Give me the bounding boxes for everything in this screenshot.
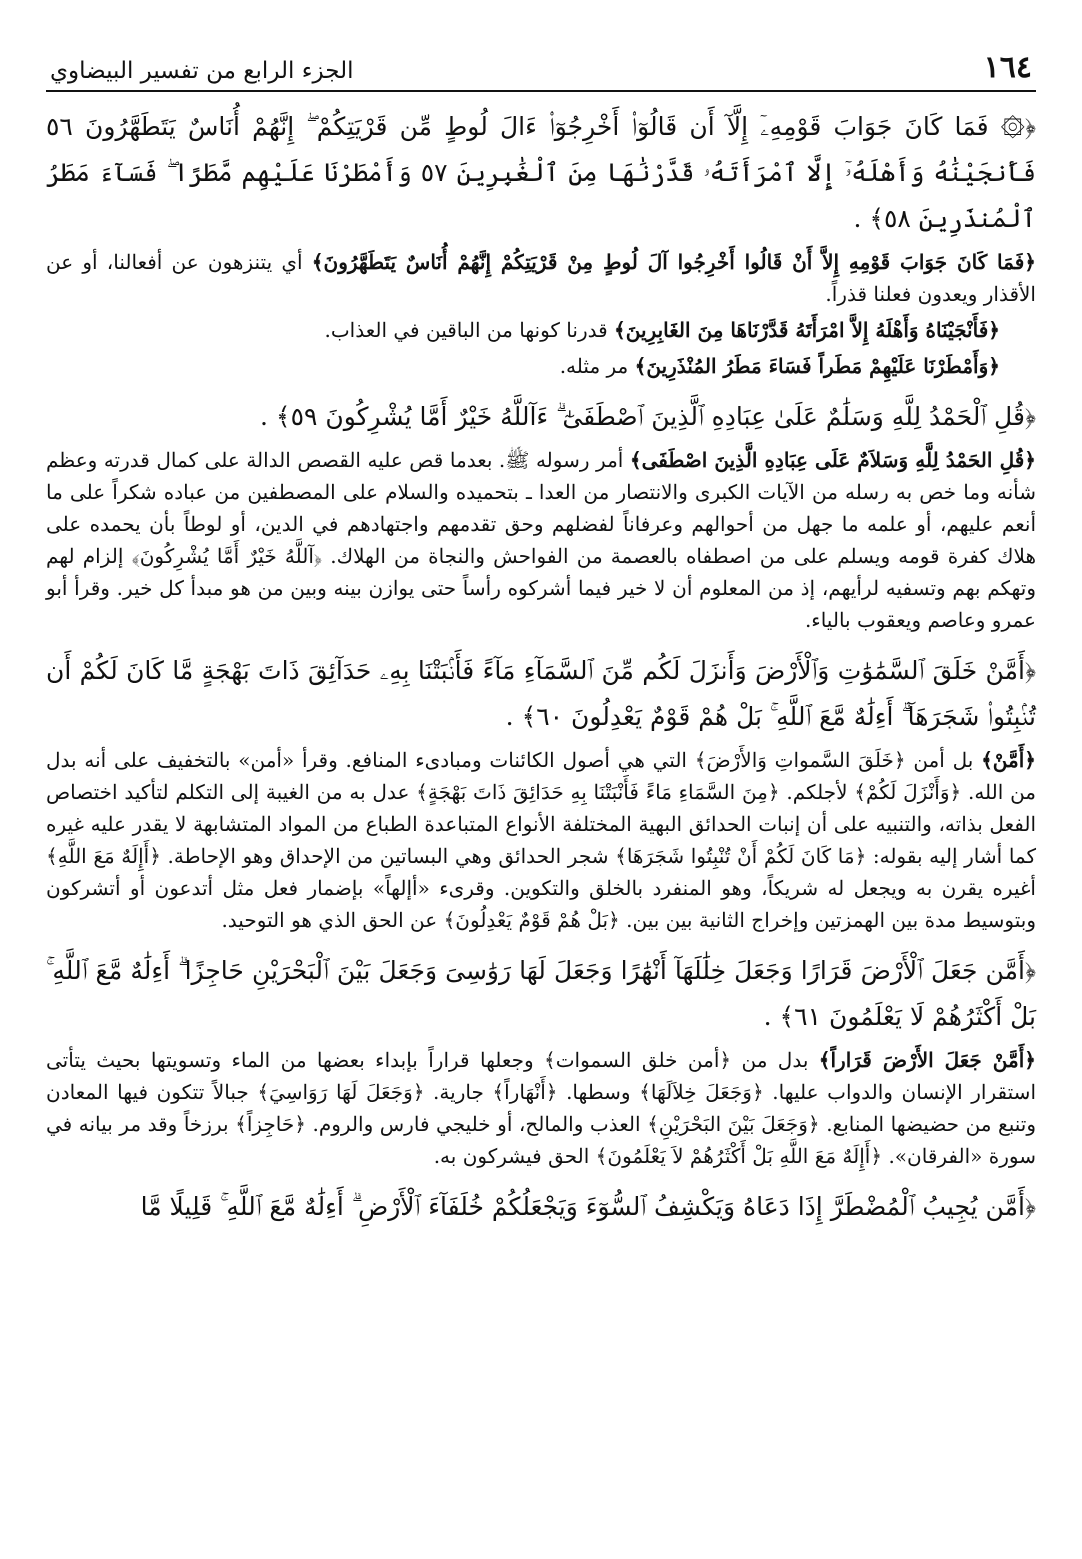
commentary-61	[46, 1044, 1036, 1172]
quoted-verse: ﴿فَمَا كَانَ جَوَابَ قَوْمِهِ إِلاَّ أَنْ قَالُوا أَخْرِجُوا آلَ لُوطٍ مِنْ قَرْيَتِكُمْ إِنَّهُمْ أُنَاسٌ يَتَطَهَّرُونَ﴾	[311, 250, 1036, 274]
commentary-60	[46, 744, 1036, 936]
quran-verse-61: ﴿أَمَّن جَعَلَ ٱلْأَرْضَ قَرَارًا وَجَعَلَ خِلَٰلَهَآ أَنْهَٰرًا وَجَعَلَ لَهَا رَوَٰسِىَ وَجَعَلَ بَيْنَ ٱلْبَحْرَيْنِ حَاجِزًا ۗ أَءِلَٰهٌ مَّعَ ٱللَّهِ ۚ بَلْ أَكْثَرُهُمْ لَا يَعْلَمُونَ ٦١﴾ .	[46, 956, 1036, 1031]
commentary-57	[46, 314, 1036, 346]
quoted-verse: ﴿وَأَمْطَرْنَا عَلَيْهِمْ مَطَراً فَسَاءَ مَطَرُ المُنْذَرِينَ﴾	[634, 354, 1000, 378]
commentary-text: أي يتنزهون عن أفعالنا، أو عن الأقذار ويعدون فعلنا قذراً.	[46, 250, 1036, 306]
quran-verse-60: ﴿أَمَّنْ خَلَقَ ٱلسَّمَٰوَٰتِ وَٱلْأَرْضَ وَأَنزَلَ لَكُم مِّنَ ٱلسَّمَآءِ مَآءً فَأَنۢبَتْنَا بِهِۦ حَدَآئِقَ ذَاتَ بَهْجَةٍ مَّا كَانَ لَكُمْ أَن تُنۢبِتُوا۟ شَجَرَهَآ ۗ أَءِلَٰهٌ مَّعَ ٱللَّهِ ۚ بَلْ هُمْ قَوْمٌ يَعْدِلُونَ ٦٠﴾ .	[46, 656, 1036, 731]
commentary-text: قدرنا كونها من الباقين في العذاب.	[324, 318, 615, 342]
quoted-verse: ﴿فَأَنْجَيْنَاهُ وَأَهْلَهُ إِلاَّ امْرَأَتَهُ قَدَّرْنَاهَا مِنَ الغَابِرِينَ﴾	[614, 318, 1000, 342]
commentary-59	[46, 444, 1036, 636]
commentary-58	[46, 350, 1036, 382]
commentary-text: أمر رسوله ﷺ. بعدما قص عليه القصص الدالة على كمال قدرته وعظم شأنه وما خص به رسله من الآيات الكبرى والانتصار من العدا ـ بتحميده والسلام على المصطفين من عباده شكراً على ما أنعم عليهم، أو علمه ما جهل من أحوالهم وعرفاناً لفضلهم وحق تقدمهم واجتهادهم في الدين، أو لوطاً بأن يحمده على هلاك كفرة قومه ويسلم على من اصطفاه بالعصمة من الفواحش والنجاة من الهلاك. ﴿آللَّهُ خَيْرٌ أَمَّا يُشْرِكُونَ﴾ إلزام لهم وتهكم بهم وتسفيه لرأيهم، إذ من المعلوم أن لا خير فيما أشركوه رأساً حتى يوازن بينه وبين من هو مبدأ كل خير. وقرأ أبو عمرو وعاصم ويعقوب بالياء.	[46, 448, 1036, 632]
quoted-verse: ﴿قُلِ الحَمْدُ لِلَّهِ وَسَلاَمٌ عَلَى عِبَادِهِ الَّذِينَ اصْطَفَى﴾	[629, 448, 1036, 472]
commentary-56	[46, 246, 1036, 310]
quoted-verse: ﴿أَمَّنْ جَعَلَ الأَرْضَ قَرَاراً﴾	[818, 1048, 1036, 1072]
page-number: ١٦٤	[983, 50, 1032, 85]
quran-verse-56-58: ﴿۞ فَمَا كَانَ جَوَابَ قَوْمِهِۦٓ إِلَّآ أَن قَالُوٓا۟ أَخْرِجُوٓا۟ ءَالَ لُوطٍ مِّن قَرْيَتِكُمْ ۖ إِنَّهُمْ أُنَاسٌ يَتَطَهَّرُونَ ٥٦ فَأَنجَيْنَٰهُ وَأَهْلَهُۥٓ إِلَّا ٱمْرَأَتَهُۥ قَدَّرْنَٰهَا مِنَ ٱلْغَٰبِرِينَ ٥٧ وَأَمْطَرْنَا عَلَيْهِم مَّطَرًا ۖ فَسَآءَ مَطَرُ ٱلْمُنذَرِينَ ٥٨﴾ .	[46, 112, 1037, 233]
book-page	[46, 50, 1036, 1540]
commentary-text: بدل من ﴿أمن خلق السموات﴾ وجعلها قراراً بإبداء بعضها من الماء وتسويتها بحيث يتأتى استقرار الإنسان والدواب عليها. ﴿وَجَعَلَ خِلاَلَهَا﴾ وسطها. ﴿أَنْهَاراً﴾ جارية. ﴿وَجَعَلَ لَهَا رَوَاسِيَ﴾ جبالاً تتكون فيها المعادن وتنبع من حضيضها المنابع. ﴿وَجَعَلَ بَيْنَ البَحْرَيْنِ﴾ العذب والمالح، أو خليجي فارس والروم. ﴿حَاجِزاً﴾ برزخاً وقد مر بيانه في سورة «الفرقان». ﴿أَإِلَهٌ مَعَ اللَّهِ بَلْ أَكْثَرُهُمْ لاَ يَعْلَمُونَ﴾ الحق فيشركون به.	[46, 1048, 1036, 1168]
quran-verse-62: ﴿أَمَّن يُجِيبُ ٱلْمُضْطَرَّ إِذَا دَعَاهُ وَيَكْشِفُ ٱلسُّوٓءَ وَيَجْعَلُكُمْ خُلَفَآءَ ٱلْأَرْضِ ۗ أَءِلَٰهٌ مَّعَ ٱللَّهِ ۚ قَلِيلًا مَّا	[140, 1192, 1036, 1221]
page-header	[46, 50, 1036, 92]
commentary-text: مر مثله.	[559, 354, 635, 378]
quran-verse-59: ﴿قُلِ ٱلْحَمْدُ لِلَّهِ وَسَلَٰمٌ عَلَىٰ عِبَادِهِ ٱلَّذِينَ ٱصْطَفَىٰٓ ۗ ءَآللَّهُ خَيْرٌ أَمَّا يُشْرِكُونَ ٥٩﴾ .	[260, 402, 1036, 431]
running-title: الجزء الرابع من تفسير البيضاوي	[50, 58, 354, 84]
commentary-text: بل أمن ﴿خَلَقَ السَّمواتِ وَالأَرْضَ﴾ التي هي أصول الكائنات ومبادىء المنافع. وقرأ «أمن» بالتخفيف على أنه بدل من الله. ﴿وَأَنْزَلَ لَكُمْ﴾ لأجلكم. ﴿مِنَ السَّمَاءِ مَاءً فَأَنْبَتْنَا بِهِ حَدَائِقَ ذَاتَ بَهْجَةٍ﴾ عدل به من الغيبة إلى التكلم لتأكيد اختصاص الفعل بذاته، والتنبيه على أن إنبات الحدائق البهية المختلفة الأنواع المتباعدة الطباع من المواد المتشابهة لا يقدر عليه غيره كما أشار إليه بقوله: ﴿مَا كَانَ لَكُمْ أَنْ تُنْبِتُوا شَجَرَهَا﴾ شجر الحدائق وهي البساتين من الإحداق وهو الإحاطة. ﴿أَإِلَهٌ مَعَ اللَّهِ﴾ أغيره يقرن به ويجعل له شريكاً، وهو المنفرد بالخلق والتكوين. وقرىء «أإلهاً» بإضمار فعل مثل أتدعون أو أتشركون وبتوسيط مدة بين الهمزتين وإخراج الثانية بين بين. ﴿بَلْ هُمْ قَوْمٌ يَعْدِلُونَ﴾ عن الحق الذي هو التوحيد.	[46, 748, 1036, 932]
quoted-verse: ﴿أَمَّنْ﴾	[981, 748, 1036, 772]
